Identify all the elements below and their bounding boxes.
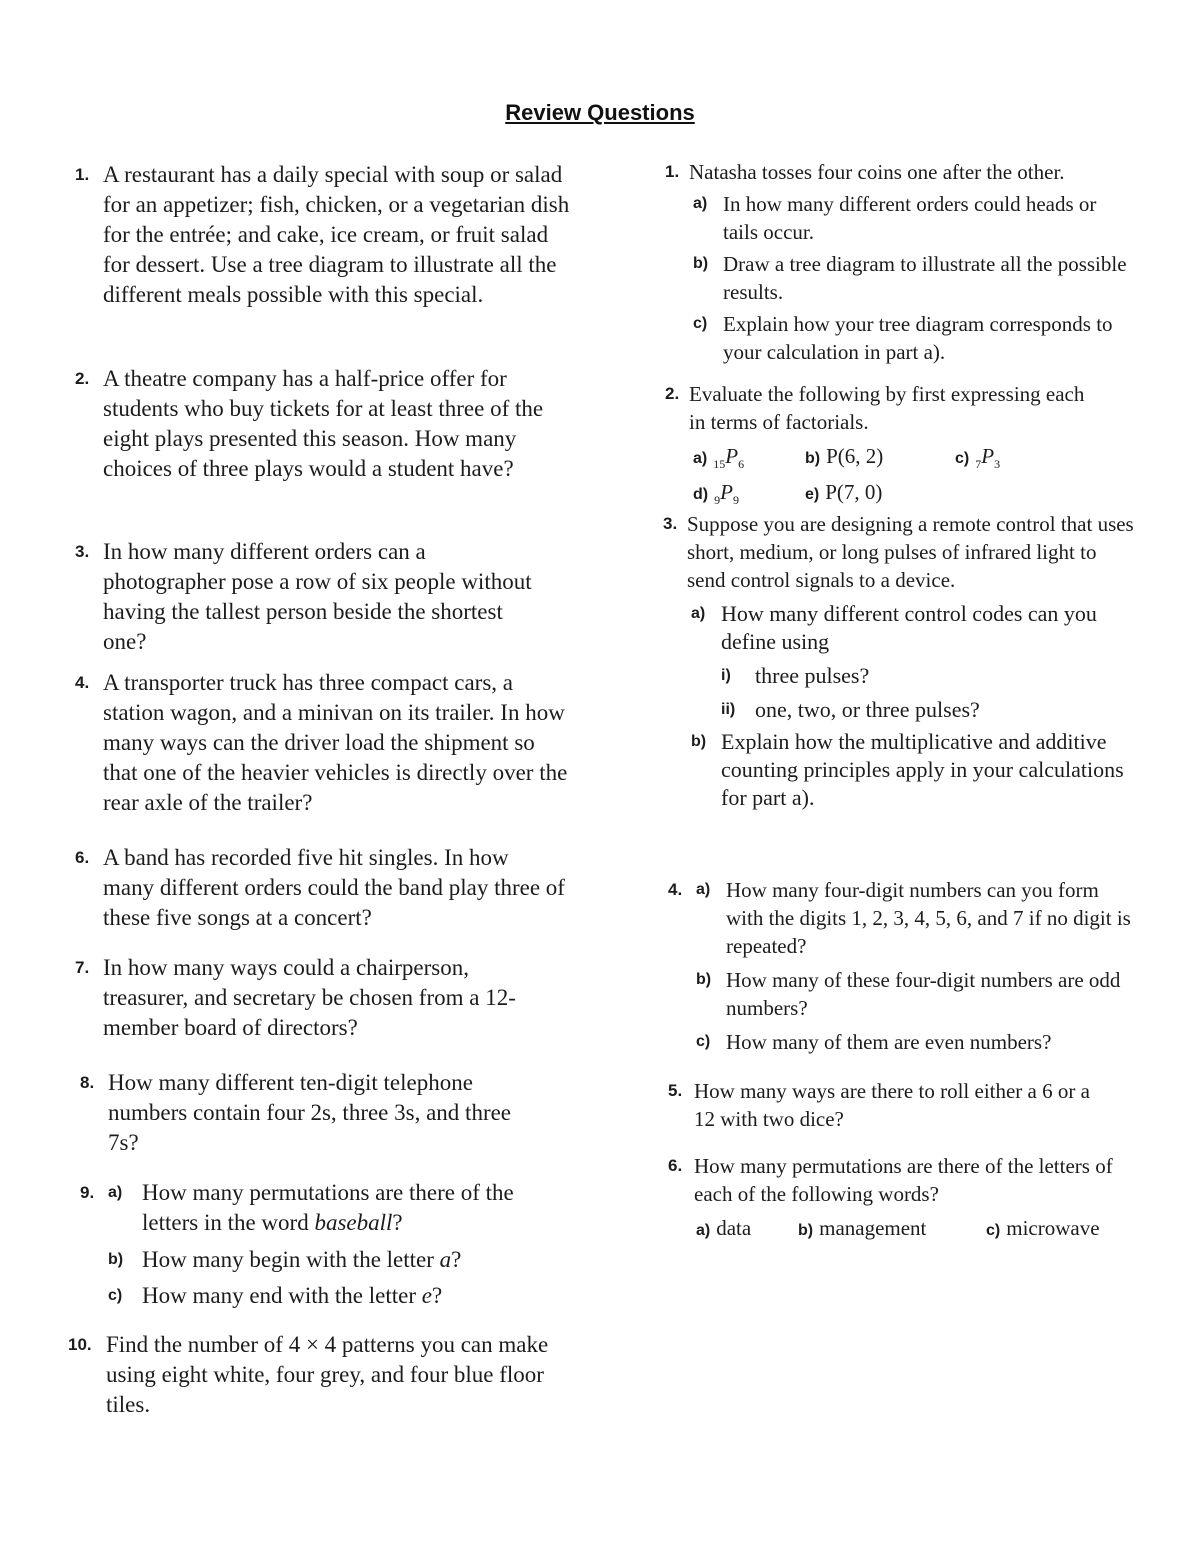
question-text: A theatre company has a half-price offer for students who buy tickets for at least three of the eight plays presented this season. How many choices of three plays would a student have? xyxy=(103,366,544,481)
question-number: 7. xyxy=(75,958,90,977)
part-text: Draw a tree diagram to illustrate all the possible results. xyxy=(723,252,1127,304)
part-label: b) xyxy=(696,971,712,988)
part-label: c) xyxy=(108,1287,123,1304)
option-post: 3 xyxy=(994,457,1001,472)
question-part-c xyxy=(693,310,1135,366)
option-word: management xyxy=(819,1216,927,1240)
part-label: c) xyxy=(693,315,708,332)
option-word: microwave xyxy=(1006,1216,1100,1240)
question-part-b xyxy=(108,1245,560,1275)
part-text: How many permutations are there of the letters in the word xyxy=(142,1180,514,1235)
question-part-c xyxy=(108,1281,560,1311)
page-title: Review Questions xyxy=(505,100,695,125)
question-part-b xyxy=(691,728,1138,812)
option-label: c) xyxy=(986,1222,1001,1239)
question-number: 3. xyxy=(663,514,678,533)
option-pre: 9 xyxy=(714,493,721,508)
part-text: How many different control codes can you define using xyxy=(721,601,1097,654)
question-text: A restaurant has a daily special with soup or salad for an appetizer; fish, chicken, or a vegetarian dish for the entrée; and cake, ice cream, or fruit salad for dessert. Use a tree diagram to illustrate all the different meals possible with this special. xyxy=(103,162,570,307)
question-number: 8. xyxy=(80,1073,95,1092)
question-text: Suppose you are designing a remote control that uses short, medium, or long pulses of infrared light to send control signals to a device. xyxy=(687,512,1134,592)
left-question-9 xyxy=(80,1178,560,1311)
question-text: Natasha tosses four coins one after the other. xyxy=(689,160,1065,184)
part-end: ? xyxy=(451,1247,462,1272)
option-row-1 xyxy=(693,442,1105,478)
part-end: ? xyxy=(431,1283,443,1308)
question-part-a xyxy=(108,1178,560,1238)
part-label: ii) xyxy=(721,701,736,718)
option-row-2 xyxy=(693,478,1105,514)
option-label: e) xyxy=(805,486,820,504)
question-part-b xyxy=(693,250,1135,306)
right-question-1 xyxy=(665,158,1135,366)
question-number: 6. xyxy=(75,848,90,867)
option-c xyxy=(955,442,1000,478)
part-word: baseball xyxy=(314,1210,393,1235)
part-text: Explain how your tree diagram corresponds to your calculation in part a). xyxy=(723,312,1113,364)
part-word: e xyxy=(421,1283,432,1308)
part-text: How many of these four-digit numbers are odd numbers? xyxy=(726,968,1121,1020)
part-label: b) xyxy=(108,1251,124,1268)
question-text: In how many different orders can a photographer pose a row of six people without having the tallest person beside the shortest one? xyxy=(103,539,532,654)
option-main: P xyxy=(981,444,995,468)
part-text: three pulses? xyxy=(755,663,870,688)
left-question-8 xyxy=(80,1068,540,1158)
question-text: How many ways are there to roll either a 6 or a 12 with two dice? xyxy=(694,1079,1090,1131)
option-b xyxy=(805,442,955,473)
part-text: How many four-digit numbers can you form with the digits 1, 2, 3, 4, 5, 6, and 7 if no digit is repeated? xyxy=(726,878,1131,958)
option-label: b) xyxy=(798,1222,814,1239)
question-part-i xyxy=(721,662,1138,690)
question-text: How many different ten-digit telephone numbers contain four 2s, three 3s, and three 7s? xyxy=(108,1070,512,1155)
question-number: 5. xyxy=(668,1081,683,1100)
part-text: How many begin with the letter xyxy=(142,1247,440,1272)
option-a xyxy=(696,1214,798,1245)
option-label: a) xyxy=(693,450,708,467)
option-a xyxy=(693,442,805,478)
option-value: P(7, 0) xyxy=(825,480,883,505)
part-label: b) xyxy=(691,733,707,750)
option-value: P(6, 2) xyxy=(826,444,884,468)
question-number: 6. xyxy=(668,1156,683,1175)
part-text: Explain how the multiplicative and additive counting principles apply in your calculations for part a). xyxy=(721,729,1124,810)
question-text: Evaluate the following by first expressing each in terms of factorials. xyxy=(689,382,1085,434)
left-question-2 xyxy=(75,364,575,484)
part-label: i) xyxy=(721,667,731,684)
right-question-4 xyxy=(668,876,1133,1056)
option-label: a) xyxy=(696,1222,711,1239)
option-e xyxy=(805,478,882,509)
option-main: P xyxy=(725,444,739,468)
question-number: 1. xyxy=(75,165,90,184)
option-post: 6 xyxy=(738,457,745,472)
question-text: A transporter truck has three compact cars, a station wagon, and a minivan on its trailer. In how many ways can the driver load the shipment so that one of the heavier vehicles is directly over the rear axle of the trailer? xyxy=(103,670,568,815)
option-d xyxy=(693,478,805,514)
option-b xyxy=(798,1214,986,1245)
part-label: a) xyxy=(696,881,711,898)
option-pre: 7 xyxy=(975,457,982,472)
question-text: How many permutations are there of the letters of each of the following words? xyxy=(694,1154,1113,1206)
question-number: 4. xyxy=(668,880,683,899)
right-question-3 xyxy=(663,510,1138,812)
option-label: d) xyxy=(693,486,709,504)
question-number: 10. xyxy=(68,1335,92,1354)
word-options xyxy=(696,1214,1138,1245)
part-text: How many of them are even numbers? xyxy=(726,1030,1052,1054)
question-number: 2. xyxy=(75,369,90,388)
part-label: b) xyxy=(693,255,709,272)
question-part-a xyxy=(696,876,1133,960)
question-number: 9. xyxy=(80,1183,95,1202)
left-question-6 xyxy=(75,843,565,933)
left-question-4 xyxy=(75,668,575,818)
option-post: 9 xyxy=(732,493,739,508)
part-label: c) xyxy=(696,1033,711,1050)
part-word: a xyxy=(439,1247,452,1272)
question-number: 4. xyxy=(75,673,90,692)
part-text: How many end with the letter xyxy=(142,1283,422,1308)
question-part-c xyxy=(696,1028,1133,1056)
left-question-10 xyxy=(68,1330,558,1420)
option-c xyxy=(986,1214,1100,1245)
left-question-1 xyxy=(75,160,575,310)
right-question-5 xyxy=(668,1077,1108,1133)
option-pre: 15 xyxy=(713,457,726,472)
option-label: c) xyxy=(955,450,970,467)
question-number: 3. xyxy=(75,542,90,561)
part-label: a) xyxy=(691,605,706,622)
right-question-2 xyxy=(665,380,1105,514)
question-number: 2. xyxy=(665,384,680,403)
question-part-b xyxy=(696,966,1133,1022)
left-question-3 xyxy=(75,537,535,657)
question-number: 1. xyxy=(665,162,680,181)
part-end: ? xyxy=(392,1210,403,1235)
question-text: A band has recorded five hit singles. In how many different orders could the band play three of these five songs at a concert? xyxy=(103,845,565,930)
question-text: In how many ways could a chairperson, treasurer, and secretary be chosen from a 12-member board of directors? xyxy=(103,955,516,1040)
question-part-ii xyxy=(721,696,1138,724)
question-text: Find the number of 4 × 4 patterns you can make using eight white, four grey, and four blue floor tiles. xyxy=(106,1332,549,1417)
question-part-a xyxy=(693,190,1135,246)
question-part-a xyxy=(691,600,1138,656)
part-text: one, two, or three pulses? xyxy=(755,697,980,722)
option-word: data xyxy=(716,1216,752,1240)
part-text: In how many different orders could heads or tails occur. xyxy=(723,192,1097,244)
left-question-7 xyxy=(75,953,545,1043)
part-label: a) xyxy=(693,195,708,212)
part-label: a) xyxy=(108,1184,123,1201)
right-question-6 xyxy=(668,1152,1138,1245)
option-label: b) xyxy=(805,450,821,467)
option-main: P xyxy=(720,480,733,505)
